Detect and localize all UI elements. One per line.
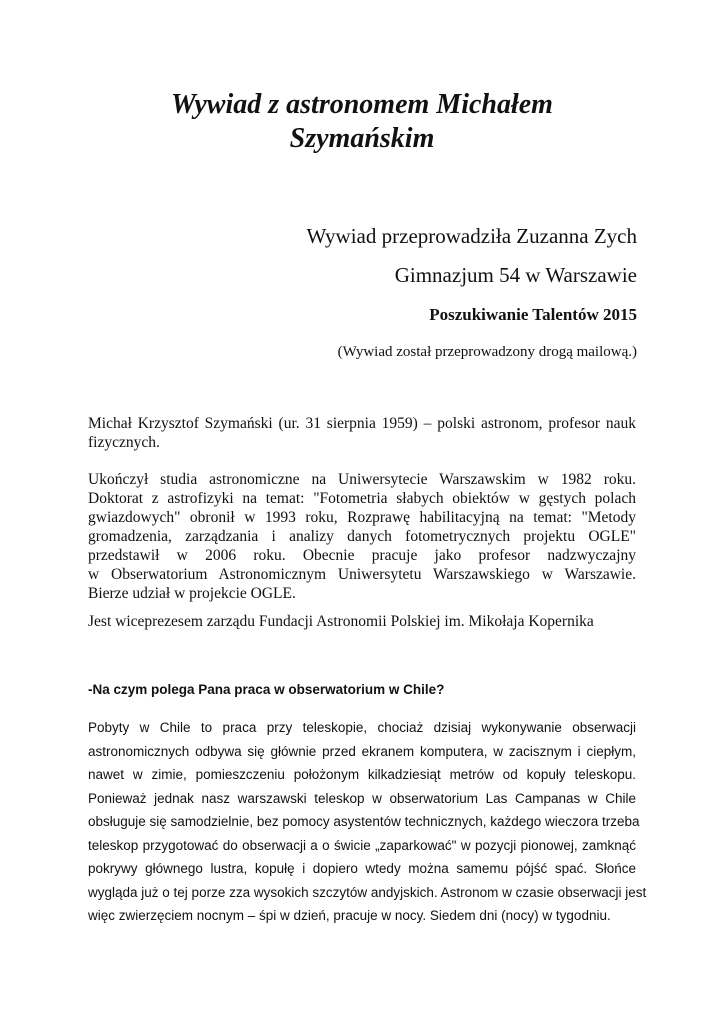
- bio-paragraph-3: [88, 612, 636, 631]
- document-title: [88, 88, 636, 156]
- bio-p3-line: Jest wiceprezesem zarządu Fundacji Astronomii Polskiej im. Mikołaja Kopernika: [88, 613, 594, 630]
- answer-line: obsługuje się samodzielnie, bez pomocy asystentów technicznych, każdego wieczora trzeba: [88, 814, 640, 829]
- interview-note: (Wywiad został przeprowadzony drogą mailową.): [337, 344, 637, 360]
- bio-p2-line: w Obserwatorium Astronomicznym Uniwersytetu Warszawskiego w Warszawie.: [88, 566, 636, 583]
- bio-p1-line: Michał Krzysztof Szymański (ur. 31 sierpnia 1959) – polski astronom, profesor nauk: [88, 415, 636, 432]
- contest-line: Poszukiwanie Talentów 2015: [429, 305, 637, 324]
- answer-line: teleskop przygotować do obserwacji a o świcie „zaparkować" w pozycji pionowej, zamknąć: [88, 837, 636, 853]
- title-line-1: Wywiad z astronomem Michałem: [171, 89, 553, 120]
- school-line: Gimnazjum 54 w Warszawie: [394, 263, 637, 287]
- bio-p2-line: gwiazdowych" obronił w 1993 roku, Rozprawę habilitacyjną na temat: "Metody: [88, 509, 636, 526]
- bio-p2-line: Ukończył studia astronomiczne na Uniwersytecie Warszawskim w 1982 roku.: [88, 471, 636, 488]
- answer-line: wygląda już o tej porze zza wysokich szczytów andyjskich. Astronom w czasie obserwacji jest: [88, 884, 647, 900]
- answer-line: Pobyty w Chile to praca przy teleskopie, chociaż dzisiaj wykonywanie obserwacji: [88, 720, 636, 735]
- answer-line: nawet w zimie, pomieszczeniu położonym kilkadziesiąt metrów od kopuły teleskopu.: [88, 767, 636, 782]
- interview-answer: [88, 716, 647, 928]
- bio-p2-line: Bierze udział w projekcie OGLE.: [88, 585, 296, 602]
- answer-line: więc zwierzęciem nocnym – śpi w dzień, pracuje w nocy. Siedem dni (nocy) w tygodniu.: [88, 908, 611, 923]
- bio-paragraph-1: [88, 414, 636, 452]
- bio-p2-line: Doktorat z astrofizyki na temat: "Fotometria słabych obiektów w gęstych polach: [88, 490, 636, 507]
- answer-line: pokrywy głównego lustra, kopułę i dopiero wtedy można samemu pójść spać. Słońce: [88, 861, 636, 876]
- answer-line: astronomicznych odbywa się głównie przed ekranem komputera, w zacisznym i ciepłym,: [88, 743, 636, 759]
- author-line: Wywiad przeprowadziła Zuzanna Zych: [306, 224, 637, 248]
- bio-p2-line: gromadzenia, zarządzania i analizy danych fotometrycznych projektu OGLE": [88, 528, 636, 545]
- title-line-2: Szymańskim: [289, 123, 435, 154]
- bio-paragraph-2: [88, 470, 636, 603]
- interview-question: -Na czym polega Pana praca w obserwatorium w Chile?: [88, 682, 445, 697]
- answer-line: Ponieważ jednak nasz warszawski teleskop w obserwatorium Las Campanas w Chile: [88, 790, 636, 806]
- bio-p2-line: przedstawił w 2006 roku. Obecnie pracuje jako profesor nadzwyczajny: [88, 547, 636, 564]
- bio-p1-line: fizycznych.: [88, 434, 160, 451]
